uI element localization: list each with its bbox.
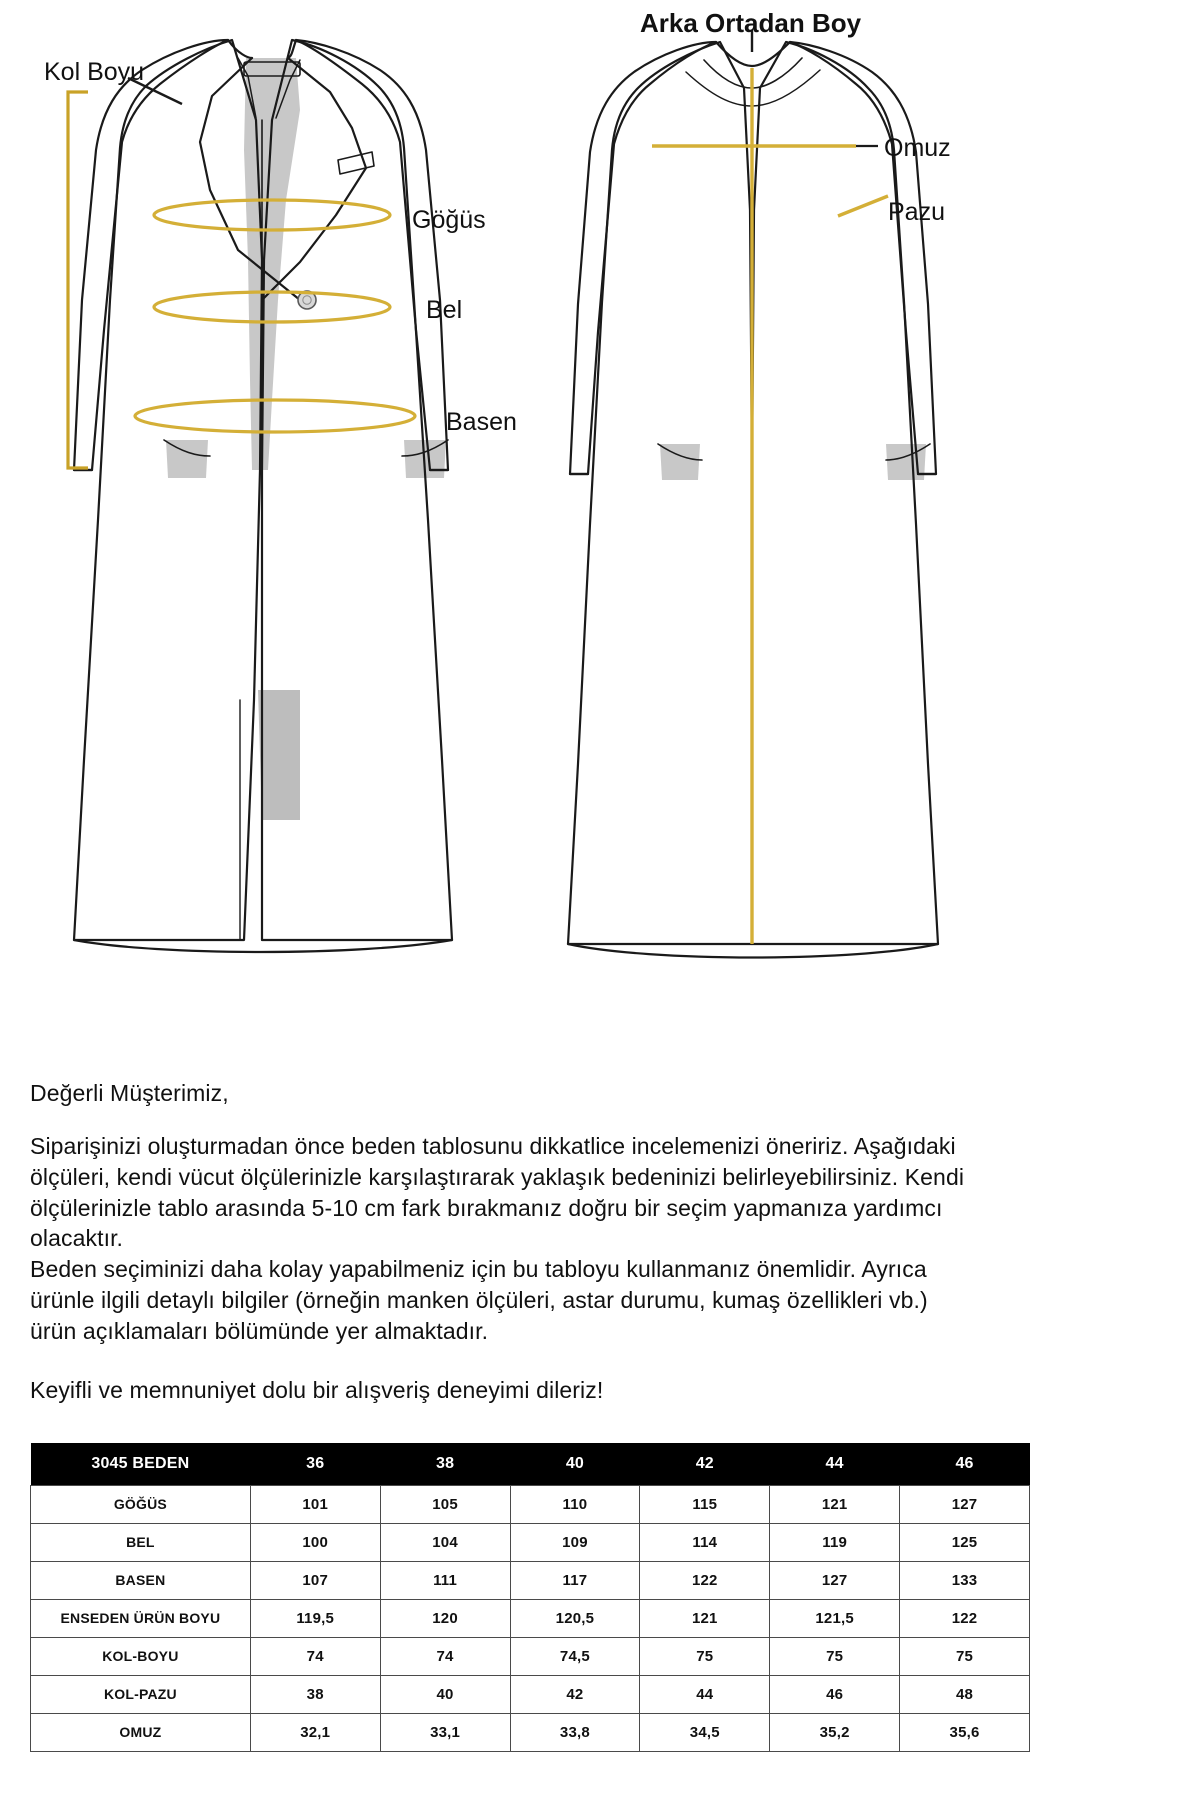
front-coat-illustration <box>74 40 452 952</box>
front-left-sleeve <box>74 40 228 470</box>
front-vent-shade <box>258 690 300 820</box>
cell-basen-40: 117 <box>510 1561 640 1599</box>
cell-enseden-46: 122 <box>900 1599 1030 1637</box>
cell-kol-boyu-40: 74,5 <box>510 1637 640 1675</box>
paragraph-1-line-2: ölçüleri, kendi vücut ölçülerinizle karşılaştırarak yaklaşık bedeninizi belirleyebilirsiniz. Kendi <box>30 1163 965 1190</box>
size-table-head <box>31 1443 1030 1485</box>
label-basen: Basen <box>446 408 517 436</box>
cell-enseden-38: 120 <box>380 1599 510 1637</box>
header-cell-size-46: 46 <box>900 1443 1030 1485</box>
cell-omuz-40: 33,8 <box>510 1713 640 1751</box>
cell-omuz-38: 33,1 <box>380 1713 510 1751</box>
size-table-body <box>31 1485 1030 1751</box>
row-label-kol-boyu: KOL-BOYU <box>31 1637 251 1675</box>
pazu-line <box>838 196 888 216</box>
cell-enseden-42: 121 <box>640 1599 770 1637</box>
table-row <box>31 1561 1030 1599</box>
back-measure-lines <box>652 68 888 944</box>
cell-kol-boyu-42: 75 <box>640 1637 770 1675</box>
paragraph-2-line-1: Beden seçiminizi daha kolay yapabilmeniz için bu tabloyu kullanmanız önemlidir. Ayrıca <box>30 1256 927 1283</box>
paragraph-2-line-2: ürünle ilgili detaylı bilgiler (örneğin manken ölçüleri, astar durumu, kumaş özellikleri vb.) <box>30 1287 928 1314</box>
row-label-basen: BASEN <box>31 1561 251 1599</box>
back-hem <box>568 944 938 958</box>
back-body-left <box>568 42 752 944</box>
size-table-container <box>30 1443 1030 1752</box>
front-body-left <box>74 40 262 940</box>
cell-enseden-36: 119,5 <box>250 1599 380 1637</box>
header-cell-size-38: 38 <box>380 1443 510 1485</box>
cell-enseden-44: 121,5 <box>770 1599 900 1637</box>
front-collar-left <box>228 40 252 58</box>
paragraph-1-line-3: ölçülerinizle tablo arasında 5-10 cm fark bırakmanız doğru bir seçim yapmanıza yardımcı <box>30 1194 943 1221</box>
cell-basen-44: 127 <box>770 1561 900 1599</box>
label-omuz: Omuz <box>884 134 951 162</box>
paragraph-1-line-1: Siparişinizi oluşturmadan önce beden tablosunu dikkatlice incelemenizi öneririz. Aşağıdaki <box>30 1133 956 1160</box>
cell-kol-boyu-44: 75 <box>770 1637 900 1675</box>
header-cell-size-42: 42 <box>640 1443 770 1485</box>
basen-ellipse <box>135 400 415 432</box>
cell-bel-42: 114 <box>640 1523 770 1561</box>
back-body-right <box>752 42 938 944</box>
cell-bel-44: 119 <box>770 1523 900 1561</box>
cell-kol-pazu-46: 48 <box>900 1675 1030 1713</box>
cell-basen-38: 111 <box>380 1561 510 1599</box>
cell-basen-36: 107 <box>250 1561 380 1599</box>
header-cell-size-44: 44 <box>770 1443 900 1485</box>
label-gogus: Göğüs <box>412 206 486 234</box>
closing-text: Keyifli ve memnuniyet dolu bir alışveriş deneyimi dileriz! <box>30 1376 604 1403</box>
cell-gogus-46: 127 <box>900 1485 1030 1523</box>
cell-gogus-44: 121 <box>770 1485 900 1523</box>
cell-bel-46: 125 <box>900 1523 1030 1561</box>
cell-omuz-36: 32,1 <box>250 1713 380 1751</box>
cell-gogus-38: 105 <box>380 1485 510 1523</box>
paragraph-2-line-3: ürün açıklamaları bölümünde yer almaktadır. <box>30 1317 489 1344</box>
cell-bel-36: 100 <box>250 1523 380 1561</box>
label-bel: Bel <box>426 296 463 324</box>
back-left-sleeve <box>570 42 716 474</box>
cell-kol-boyu-46: 75 <box>900 1637 1030 1675</box>
cell-kol-pazu-36: 38 <box>250 1675 380 1713</box>
header-cell-measurement: 3045 BEDEN <box>31 1443 251 1485</box>
cell-kol-boyu-38: 74 <box>380 1637 510 1675</box>
size-chart-table <box>30 1443 1030 1752</box>
cell-bel-38: 104 <box>380 1523 510 1561</box>
cell-kol-pazu-38: 40 <box>380 1675 510 1713</box>
row-label-gogus: GÖĞÜS <box>31 1485 251 1523</box>
cell-basen-42: 122 <box>640 1561 770 1599</box>
cell-kol-pazu-40: 42 <box>510 1675 640 1713</box>
label-pazu: Pazu <box>888 198 945 226</box>
table-row <box>31 1523 1030 1561</box>
cell-kol-pazu-44: 46 <box>770 1675 900 1713</box>
cell-kol-pazu-42: 44 <box>640 1675 770 1713</box>
cell-kol-boyu-36: 74 <box>250 1637 380 1675</box>
cell-omuz-42: 34,5 <box>640 1713 770 1751</box>
paragraph-1-line-4: olacaktır. <box>30 1225 124 1252</box>
cell-bel-40: 109 <box>510 1523 640 1561</box>
table-row <box>31 1637 1030 1675</box>
cell-gogus-40: 110 <box>510 1485 640 1523</box>
salutation-text: Değerli Müşterimiz, <box>30 1080 229 1106</box>
header-cell-size-36: 36 <box>250 1443 380 1485</box>
cell-basen-46: 133 <box>900 1561 1030 1599</box>
label-kol-boyu: Kol Boyu <box>44 58 145 86</box>
cell-enseden-40: 120,5 <box>510 1599 640 1637</box>
table-row <box>31 1713 1030 1751</box>
customer-note <box>30 1078 1030 1406</box>
cell-gogus-36: 101 <box>250 1485 380 1523</box>
front-breast-pocket <box>338 152 374 174</box>
row-label-enseden-urun-boyu: ENSEDEN ÜRÜN BOYU <box>31 1599 251 1637</box>
table-row <box>31 1599 1030 1637</box>
table-header-row <box>31 1443 1030 1485</box>
header-cell-size-40: 40 <box>510 1443 640 1485</box>
row-label-bel: BEL <box>31 1523 251 1561</box>
cell-gogus-42: 115 <box>640 1485 770 1523</box>
cell-omuz-44: 35,2 <box>770 1713 900 1751</box>
table-row <box>31 1675 1030 1713</box>
label-arka-ortadan-boy: Arka Ortadan Boy <box>640 8 862 38</box>
cell-omuz-46: 35,6 <box>900 1713 1030 1751</box>
row-label-omuz: OMUZ <box>31 1713 251 1751</box>
row-label-kol-pazu: KOL-PAZU <box>31 1675 251 1713</box>
table-row <box>31 1485 1030 1523</box>
front-hem <box>74 940 452 952</box>
back-right-sleeve <box>790 42 936 474</box>
